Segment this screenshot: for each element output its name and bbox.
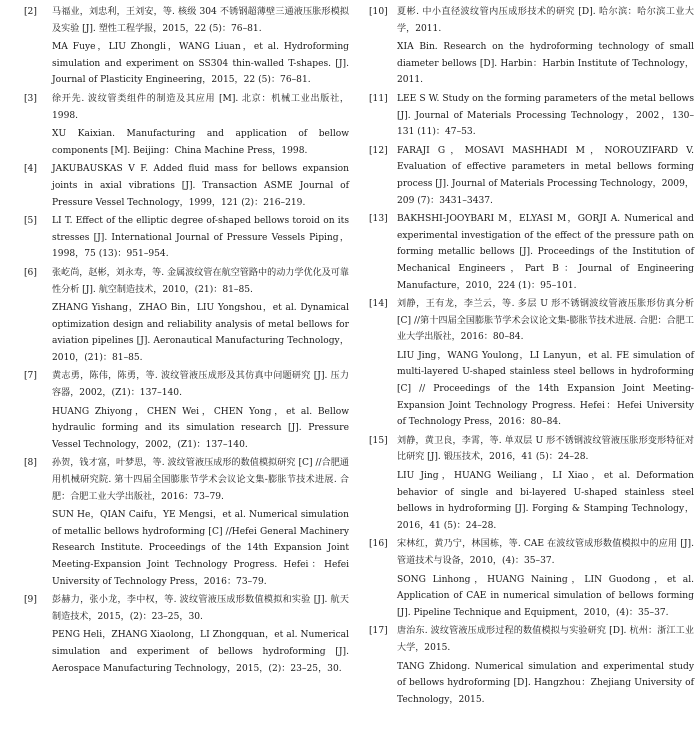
reference-en: JAKUBAUSKAS V F. Added fluid mass for bellows expansion joints in axial vibrations [J]. Transaction ASME Journal of Pressure Vessel Technology，1999，121 (2)：216–219. xyxy=(52,164,349,208)
reference-en: XIA Bin. Research on the hydroforming technology of small diameter bellows [D]. Harbin：Harbin Institute of Technology，2011. xyxy=(397,42,694,86)
reference-item-10 xyxy=(369,4,694,89)
reference-zh: 宋林红，黄乃宁，林国栋，等. CAE 在波纹管成形数值模拟中的应用 [J]. 管道技术与设备，2010，(4)：35–37. xyxy=(397,539,694,566)
reference-en: SONG Linhong，HUANG Naining，LIN Guodong，et al. Application of CAE in numerical simulation of bellows forming [J]. Pipeline Technique and Equipment，2010，(4)：35–37. xyxy=(397,574,694,618)
reference-body xyxy=(397,296,694,431)
reference-number: [17] xyxy=(369,626,388,637)
right-column xyxy=(369,4,694,745)
reference-en: LIU Jing，HUANG Weiliang，LI Xiao，et al. Deformation behavior of single and bi-layered U-shaped stainless steel bellows in hydroforming [J]. Forging & Stamping Technology，2016，41 (5)：24–28. xyxy=(397,471,694,531)
reference-item-13 xyxy=(369,211,694,294)
reference-number: [11] xyxy=(369,93,388,104)
reference-en: LIU Jing，WANG Youlong，LI Lanyun，et al. FE simulation of multi-layered U-shaped stainless steel bellows in hydroforming [C] // Proceedings of the 14th Expansion Joint Meeting-Expansion Joint Technology Progress. Hefei：Hefei University of Technology Press，2016：80–84. xyxy=(397,350,694,428)
reference-zh: 刘静，王有龙，李兰云，等. 多层 U 形不锈钢波纹管液压胀形仿真分析 [C] //第十四届全国膨胀节学术会议论文集-膨胀节技术进展. 合肥：合肥工业大学出版社，2016：80–84. xyxy=(397,299,694,343)
reference-item-12 xyxy=(369,143,694,209)
reference-body xyxy=(52,213,349,263)
reference-zh: 马福业，刘忠利，王刘安，等. 核级 304 不锈钢超薄壁三通液压胀形模拟及实验 [J]. 塑性工程学报，2015，22 (5)：76–81. xyxy=(52,7,349,34)
reference-body xyxy=(397,91,694,141)
reference-en: SUN He，QIAN Caifu，YE Mengsi，et al. Numerical simulation of metallic bellows hydroforming [C] //Hefei General Machinery Research Institute. Proceedings of the 14th Expansion Joint Meeting-Expansion Joint Technology Progress. Hefei：Hefei University of Technology Press，2016：73–79. xyxy=(52,510,349,587)
reference-body xyxy=(52,91,349,159)
left-column xyxy=(24,4,349,745)
reference-item-15 xyxy=(369,433,694,535)
reference-number: [5] xyxy=(24,216,37,227)
reference-en: PENG Heli，ZHANG Xiaolong，LI Zhongquan，et al. Numerical simulation and experiment of bellows hydroforming [J]. Aerospace Manufacturing Technology，2015，(2)：23–25，30. xyxy=(52,630,349,674)
reference-zh: 黄志勇，陈伟，陈勇，等. 波纹管液压成形及其仿真中问题研究 [J]. 压力容器，2002，(Z1)：137–140. xyxy=(52,371,349,399)
reference-item-2 xyxy=(24,4,349,89)
reference-body xyxy=(397,433,694,535)
reference-number: [8] xyxy=(24,458,37,469)
reference-body xyxy=(52,161,349,211)
reference-zh: 唐治东. 波纹管液压成形过程的数值模拟与实验研究 [D]. 杭州：浙江工业大学，2015. xyxy=(397,626,694,653)
reference-item-17 xyxy=(369,623,694,708)
reference-en: BAKHSHI-JOOYBARI M，ELYASI M，GORJI A. Numerical and experimental investigation of the effect of the pressure path on forming metallic bellows [J]. Proceedings of the Institution of Mechanical Engineers，Part B：Journal of Engineering Manufacture，2010，224 (1)：95–101. xyxy=(397,214,694,291)
reference-item-11 xyxy=(369,91,694,141)
reference-number: [15] xyxy=(369,435,388,446)
reference-number: [13] xyxy=(369,214,388,225)
reference-body xyxy=(397,4,694,89)
reference-body xyxy=(52,592,349,677)
reference-item-6 xyxy=(24,265,349,367)
reference-zh: 徐开先. 波纹管类组件的制造及其应用 [M]. 北京：机械工业出版社，1998. xyxy=(52,93,349,121)
reference-body xyxy=(397,536,694,621)
reference-zh: 刘静，黄卫良，李霄，等. 单双层 U 形不锈钢波纹管液压胀形变形特征对比研究 [J]. 锻压技术，2016，41 (5)：24–28. xyxy=(397,435,694,463)
reference-zh: 彭赫力，张小龙，李中权，等. 波纹管液压成形数值模拟和实验 [J]. 航天制造技术，2015，(2)：23–25，30. xyxy=(52,595,349,622)
reference-item-3 xyxy=(24,91,349,159)
reference-number: [14] xyxy=(369,299,388,310)
reference-zh: 张屹尚，赵彬，刘永寿，等. 金属波纹管在航空管路中的动力学优化及可靠性分析 [J]. 航空制造技术，2010，(21)：81–85. xyxy=(52,267,349,295)
reference-item-9 xyxy=(24,592,349,677)
reference-number: [2] xyxy=(24,7,37,17)
reference-en: TANG Zhidong. Numerical simulation and experimental study of bellows hydroforming [D]. Hangzhou：Zhejiang University of Technology，2015. xyxy=(397,661,694,705)
reference-body xyxy=(52,4,349,89)
reference-item-16 xyxy=(369,536,694,621)
reference-item-14 xyxy=(369,296,694,431)
reference-en: LI T. Effect of the elliptic degree of-shaped bellows toroid on its stresses [J]. International Journal of Pressure Vessels Piping，1998，75 (13)：951–954. xyxy=(52,216,349,260)
reference-zh: 孙贺，钱才富，叶梦思，等. 波纹管液压成形的数值模拟研究 [C] //合肥通用机械研究院. 第十四届全国膨胀节学术会议论文集-膨胀节技术进展. 合肥：合肥工业大学出版社，2016：73–79. xyxy=(52,458,349,502)
reference-number: [6] xyxy=(24,267,37,278)
reference-number: [9] xyxy=(24,595,37,606)
reference-en: LEE S W. Study on the forming parameters of the metal bellows [J]. Journal of Materials Processing Technology，2002，130–131 (11)：47–53. xyxy=(397,93,694,138)
reference-number: [12] xyxy=(369,145,388,156)
reference-en: MA Fuye，LIU Zhongli，WANG Liuan，et al. Hydroforming simulation and experiment on SS304 thin-walled T-shapes. [J]. Journal of Plasticity Engineering，2015，22 (5)：76–81. xyxy=(52,42,349,86)
reference-body xyxy=(52,455,349,590)
reference-en: XU Kaixian. Manufacturing and application of bellow components [M]. Beijing：China Machine Press，1998. xyxy=(52,129,349,156)
reference-item-5 xyxy=(24,213,349,263)
reference-number: [16] xyxy=(369,539,388,550)
reference-body xyxy=(397,143,694,209)
reference-number: [7] xyxy=(24,371,37,382)
reference-body xyxy=(397,623,694,708)
reference-en: HUANG Zhiyong，CHEN Wei，CHEN Yong，et al. Bellow hydraulic forming and its simulation research [J]. Pressure Vessel Technology，2002，(Z1)：137–140. xyxy=(52,406,349,450)
reference-number: [4] xyxy=(24,164,37,175)
reference-item-7 xyxy=(24,368,349,453)
reference-zh: 夏彬. 中小直径波纹管内压成形技术的研究 [D]. 哈尔滨：哈尔滨工业大学，2011. xyxy=(397,7,694,34)
reference-number: [3] xyxy=(24,93,37,104)
reference-en: FARAJI G，MOSAVI MASHHADI M，NOROUZIFARD V. Evaluation of effective parameters in metal bellows forming process [J]. Journal of Materials Processing Technology，2009，209 (7)：3431–3437. xyxy=(397,145,694,206)
reference-body xyxy=(52,368,349,453)
reference-number: [10] xyxy=(369,7,388,17)
reference-item-4 xyxy=(24,161,349,211)
reference-en: ZHANG Yishang，ZHAO Bin，LIU Yongshou，et al. Dynamical optimization design and reliability analysis of metal bellows for aviation pipelines [J]. Aeronautical Manufacturing Technology，2010，(21)：81–85. xyxy=(52,303,349,363)
reference-body xyxy=(52,265,349,367)
reference-body xyxy=(397,211,694,294)
reference-item-8 xyxy=(24,455,349,590)
